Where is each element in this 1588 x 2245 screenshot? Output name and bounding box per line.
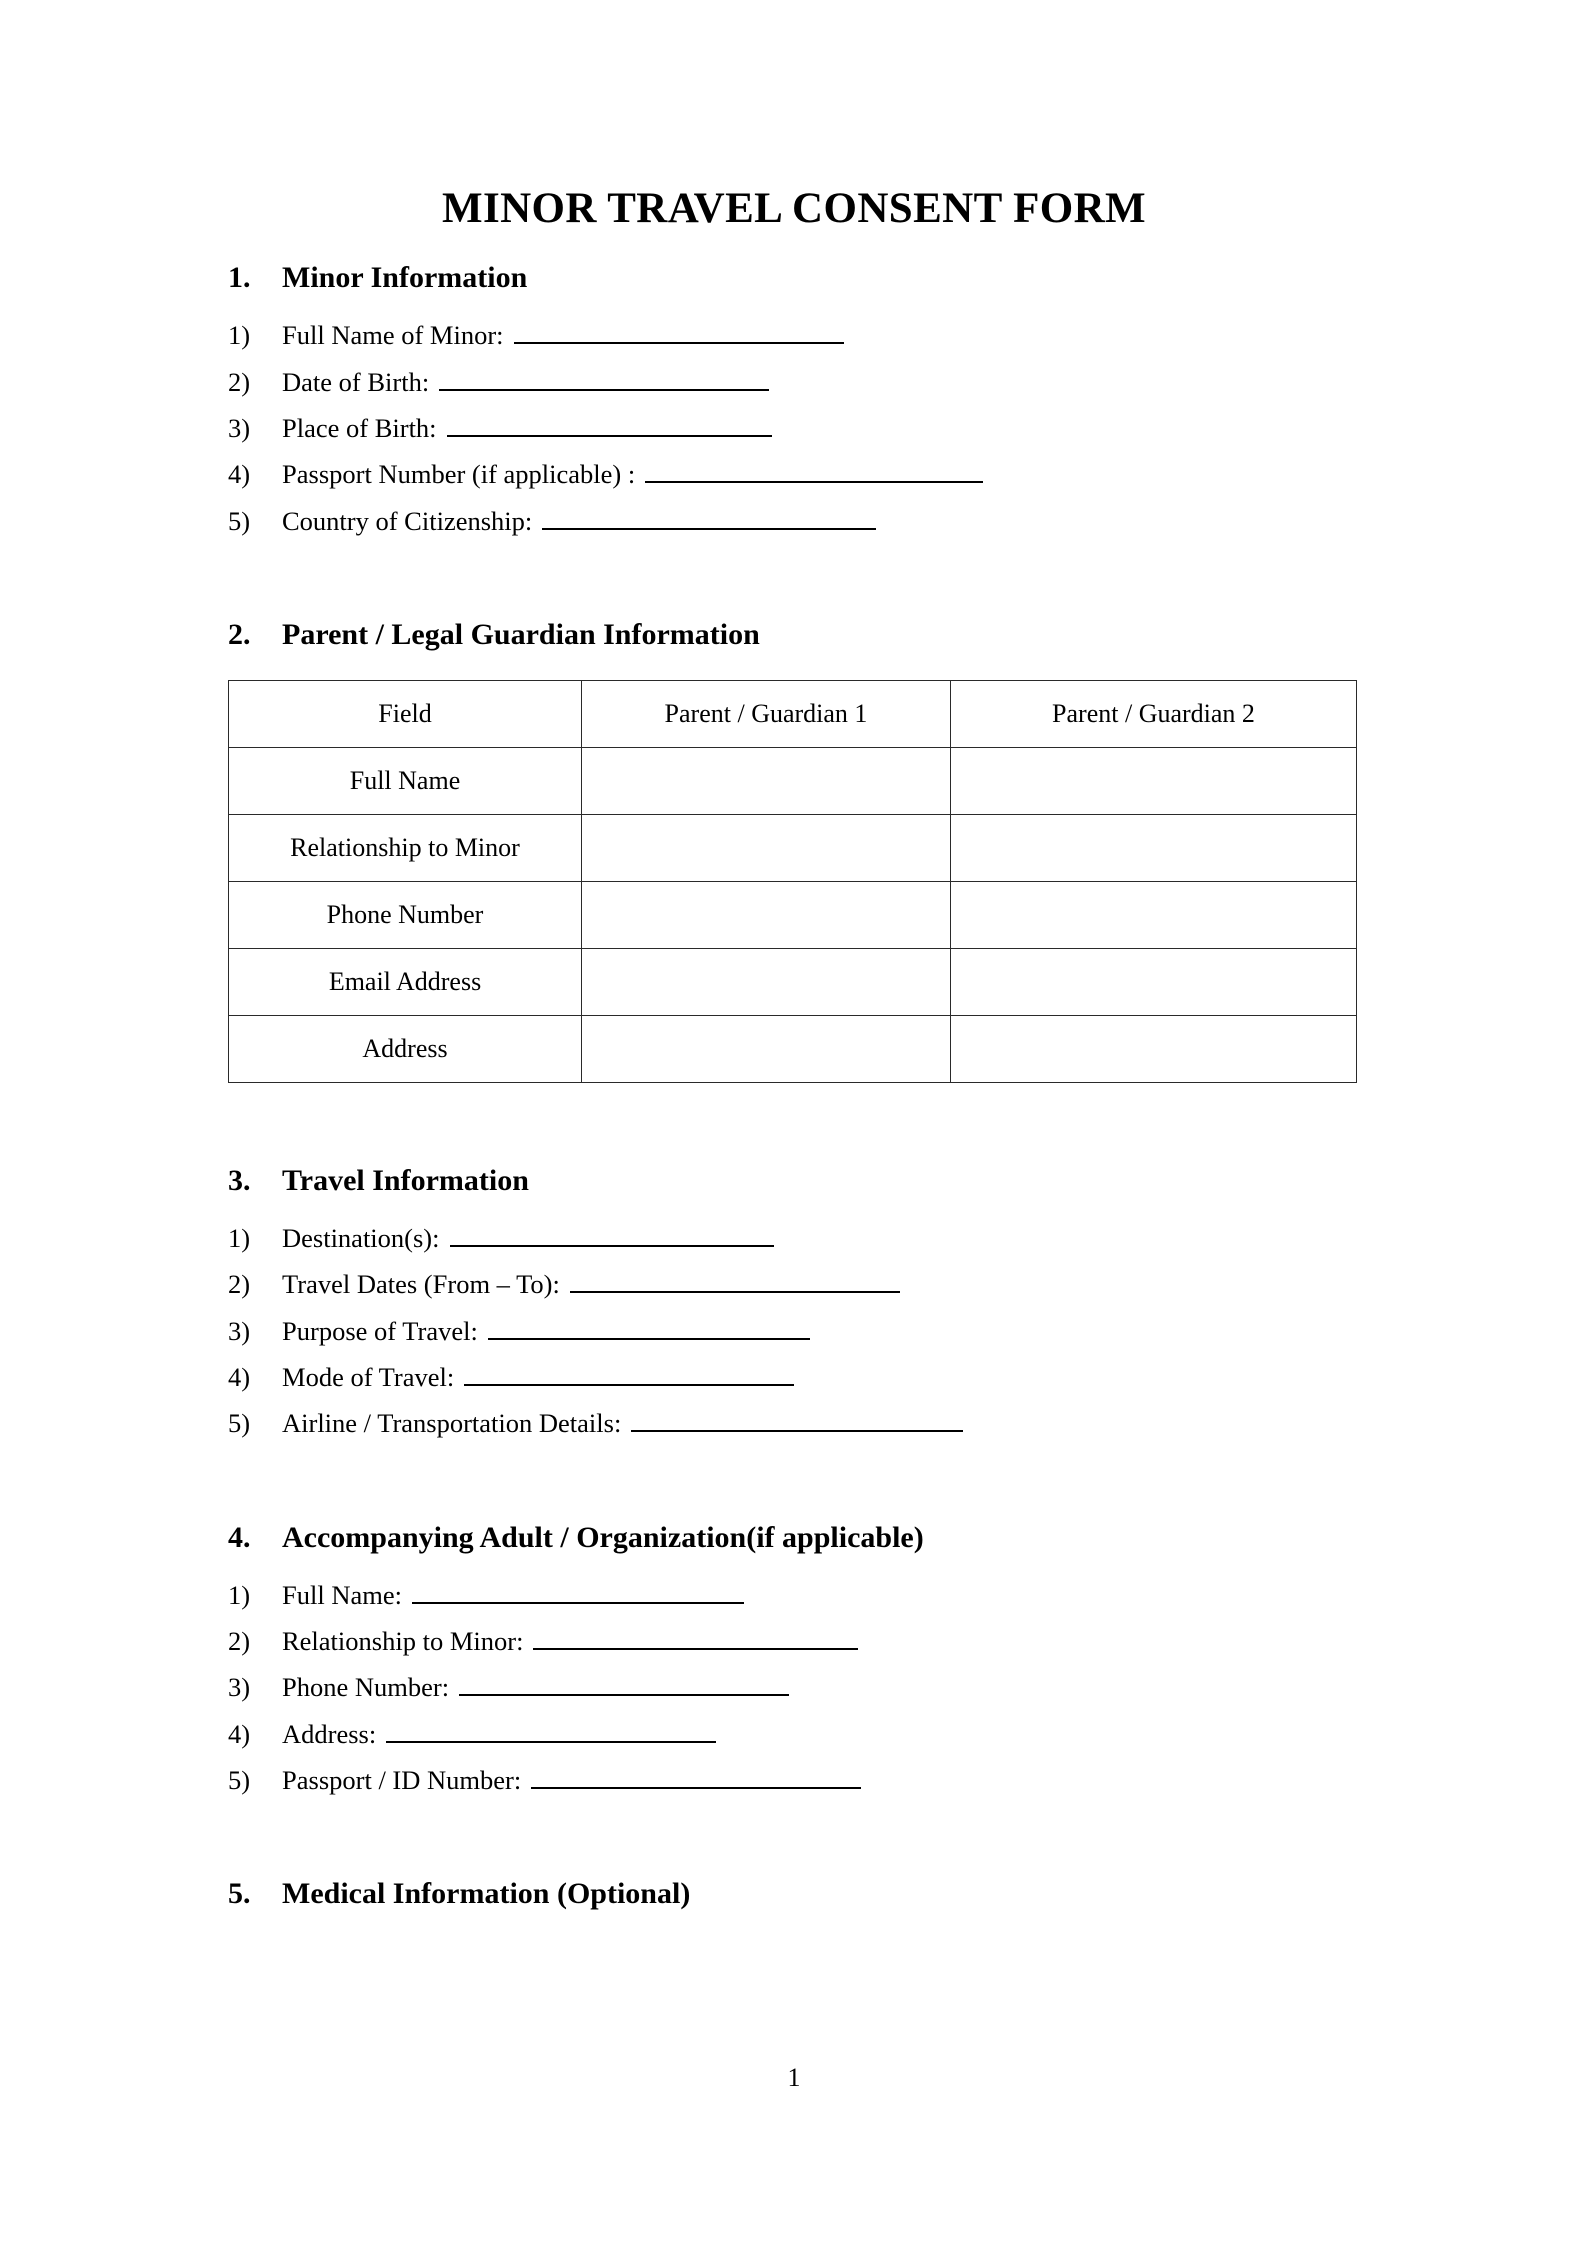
section-heading-medical-information bbox=[228, 1874, 1378, 1913]
item-label: Country of Citizenship: bbox=[282, 505, 533, 536]
table-cell-guardian1[interactable] bbox=[582, 1015, 951, 1082]
section-label: Medical Information (Optional) bbox=[282, 1877, 691, 1911]
blank-line-input[interactable] bbox=[412, 1579, 744, 1604]
table-cell-guardian1[interactable] bbox=[582, 814, 951, 881]
form-field-mode-of-travel bbox=[228, 1361, 1378, 1393]
blank-line-input[interactable] bbox=[447, 412, 772, 437]
table-header-row bbox=[229, 680, 1357, 747]
form-field-passport-number bbox=[228, 458, 1378, 490]
table-cell-guardian1[interactable] bbox=[582, 747, 951, 814]
blank-line-input[interactable] bbox=[570, 1269, 900, 1294]
item-label: Address: bbox=[282, 1718, 377, 1749]
item-label: Full Name: bbox=[282, 1579, 402, 1610]
blank-line-input[interactable] bbox=[459, 1672, 789, 1697]
form-field-purpose-of-travel bbox=[228, 1315, 1378, 1347]
table-row-label: Phone Number bbox=[229, 881, 582, 948]
parent-guardian-table bbox=[228, 680, 1357, 1083]
item-label: Passport / ID Number: bbox=[282, 1764, 522, 1795]
item-marker: 5) bbox=[228, 1764, 251, 1795]
table-cell-guardian2[interactable] bbox=[951, 881, 1357, 948]
item-label: Passport Number (if applicable) : bbox=[282, 459, 636, 490]
form-field-date-of-birth bbox=[228, 366, 1378, 398]
form-field-country-of-citizenship bbox=[228, 505, 1378, 537]
section-label: Travel Information bbox=[282, 1163, 529, 1197]
table-row bbox=[229, 1015, 1357, 1082]
section-label: Minor Information bbox=[282, 261, 528, 295]
section-label: Parent / Legal Guardian Information bbox=[282, 617, 760, 651]
section-number: 2. bbox=[228, 617, 251, 651]
item-marker: 2) bbox=[228, 366, 251, 397]
form-field-adult-phone-number bbox=[228, 1671, 1378, 1703]
item-label: Phone Number: bbox=[282, 1672, 450, 1703]
table-row bbox=[229, 948, 1357, 1015]
table-header-cell: Parent / Guardian 2 bbox=[951, 680, 1357, 747]
blank-line-input[interactable] bbox=[531, 1764, 861, 1789]
form-field-adult-relationship-to-minor bbox=[228, 1625, 1378, 1657]
table-row bbox=[229, 814, 1357, 881]
blank-line-input[interactable] bbox=[533, 1625, 858, 1650]
item-label: Relationship to Minor: bbox=[282, 1625, 524, 1656]
item-marker: 4) bbox=[228, 1718, 251, 1749]
item-marker: 2) bbox=[228, 1625, 251, 1656]
item-marker: 5) bbox=[228, 1408, 251, 1439]
section-3-items bbox=[228, 1222, 1378, 1440]
form-field-destinations bbox=[228, 1222, 1378, 1254]
section-label: Accompanying Adult / Organization(if applicable) bbox=[282, 1520, 924, 1554]
table-row bbox=[229, 881, 1357, 948]
item-marker: 4) bbox=[228, 459, 251, 490]
item-marker: 5) bbox=[228, 505, 251, 536]
blank-line-input[interactable] bbox=[450, 1222, 774, 1247]
section-number: 4. bbox=[228, 1520, 251, 1554]
form-field-travel-dates bbox=[228, 1268, 1378, 1300]
item-label: Destination(s): bbox=[282, 1222, 440, 1253]
table-header-cell: Parent / Guardian 1 bbox=[582, 680, 951, 747]
document-body bbox=[228, 258, 1378, 1913]
item-marker: 2) bbox=[228, 1269, 251, 1300]
item-label: Airline / Transportation Details: bbox=[282, 1408, 622, 1439]
item-label: Place of Birth: bbox=[282, 412, 437, 443]
form-field-airline-transportation-details bbox=[228, 1407, 1378, 1439]
table-row-label: Relationship to Minor bbox=[229, 814, 582, 881]
blank-line-input[interactable] bbox=[645, 459, 983, 484]
blank-line-input[interactable] bbox=[631, 1408, 963, 1433]
blank-line-input[interactable] bbox=[464, 1361, 794, 1386]
item-marker: 1) bbox=[228, 320, 251, 351]
section-heading-minor-information bbox=[228, 258, 1378, 297]
item-label: Mode of Travel: bbox=[282, 1361, 455, 1392]
blank-line-input[interactable] bbox=[542, 505, 876, 530]
table-row-label: Address bbox=[229, 1015, 582, 1082]
page-title: MINOR TRAVEL CONSENT FORM bbox=[441, 185, 1147, 232]
table-cell-guardian2[interactable] bbox=[951, 948, 1357, 1015]
form-field-adult-full-name bbox=[228, 1579, 1378, 1611]
table-cell-guardian2[interactable] bbox=[951, 747, 1357, 814]
section-1-items bbox=[228, 319, 1378, 537]
table-row bbox=[229, 747, 1357, 814]
blank-line-input[interactable] bbox=[386, 1718, 716, 1743]
item-marker: 3) bbox=[228, 412, 251, 443]
table-cell-guardian1[interactable] bbox=[582, 881, 951, 948]
blank-line-input[interactable] bbox=[488, 1315, 810, 1340]
form-field-adult-passport-id-number bbox=[228, 1764, 1378, 1796]
item-label: Travel Dates (From – To): bbox=[282, 1269, 560, 1300]
table-header-cell: Field bbox=[229, 680, 582, 747]
item-label: Purpose of Travel: bbox=[282, 1315, 478, 1346]
section-heading-travel-information bbox=[228, 1161, 1378, 1200]
section-number: 3. bbox=[228, 1163, 251, 1197]
table-row-label: Full Name bbox=[229, 747, 582, 814]
item-marker: 1) bbox=[228, 1222, 251, 1253]
blank-line-input[interactable] bbox=[514, 320, 844, 345]
table-cell-guardian2[interactable] bbox=[951, 1015, 1357, 1082]
item-marker: 3) bbox=[228, 1672, 251, 1703]
item-marker: 4) bbox=[228, 1361, 251, 1392]
section-heading-parent-guardian-information bbox=[228, 615, 1378, 654]
item-marker: 1) bbox=[228, 1579, 251, 1610]
section-heading-accompanying-adult bbox=[228, 1518, 1378, 1557]
table-row-label: Email Address bbox=[229, 948, 582, 1015]
form-field-adult-address bbox=[228, 1718, 1378, 1750]
item-marker: 3) bbox=[228, 1315, 251, 1346]
section-number: 5. bbox=[228, 1877, 251, 1911]
page-number: 1 bbox=[787, 2063, 801, 2092]
item-label: Date of Birth: bbox=[282, 366, 430, 397]
section-4-items bbox=[228, 1579, 1378, 1797]
section-number: 1. bbox=[228, 261, 251, 295]
table-cell-guardian2[interactable] bbox=[951, 814, 1357, 881]
item-label: Full Name of Minor: bbox=[282, 320, 504, 351]
table-cell-guardian1[interactable] bbox=[582, 948, 951, 1015]
blank-line-input[interactable] bbox=[439, 366, 769, 391]
form-field-full-name-of-minor bbox=[228, 319, 1378, 351]
form-field-place-of-birth bbox=[228, 412, 1378, 444]
